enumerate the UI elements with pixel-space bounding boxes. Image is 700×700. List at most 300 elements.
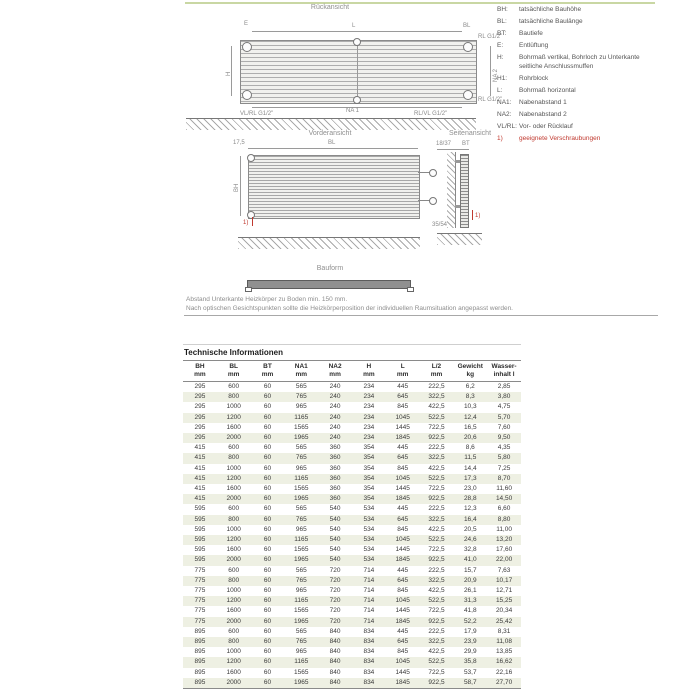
table-cell: 60 bbox=[263, 627, 272, 635]
table-cell: 2000 bbox=[226, 434, 241, 442]
table-cell: 600 bbox=[228, 383, 240, 390]
table-row bbox=[183, 484, 521, 494]
table-cell: 22,16 bbox=[495, 668, 513, 676]
table-cell: 10,3 bbox=[463, 403, 477, 411]
table-cell: 1000 bbox=[226, 525, 241, 533]
table-cell: 595 bbox=[194, 505, 206, 513]
legend-key: NA1: bbox=[497, 99, 512, 107]
top-rule bbox=[185, 2, 655, 4]
bauform-endtab-left bbox=[245, 287, 252, 292]
column-header: BL mm bbox=[217, 361, 251, 382]
table-cell: 1200 bbox=[226, 474, 241, 482]
table-cell: 714 bbox=[363, 576, 375, 584]
table-cell: 645 bbox=[397, 576, 409, 584]
legend-key: L: bbox=[497, 87, 503, 95]
table-cell: 1600 bbox=[226, 668, 241, 676]
table-row bbox=[183, 413, 521, 423]
table-cell: 20,34 bbox=[495, 607, 513, 615]
table-cell: 714 bbox=[363, 587, 375, 595]
table-cell: 295 bbox=[194, 383, 206, 390]
table-cell: 41,0 bbox=[463, 556, 477, 564]
table-row bbox=[183, 535, 521, 545]
table-cell: 25,42 bbox=[495, 617, 513, 625]
table-cell: 415 bbox=[194, 495, 206, 503]
front-dim-line-bh bbox=[240, 156, 241, 216]
table-cell: 60 bbox=[263, 474, 272, 482]
table-cell: 13,85 bbox=[495, 648, 513, 656]
front-view-title: Vorderansicht bbox=[308, 130, 352, 137]
table-cell: 17,9 bbox=[463, 627, 477, 635]
table-cell: 1600 bbox=[226, 423, 241, 431]
legend-key: BT: bbox=[497, 30, 507, 38]
table-cell: 13,20 bbox=[495, 536, 513, 544]
table-cell: 534 bbox=[363, 515, 375, 523]
legend-item bbox=[497, 111, 663, 120]
table-cell: 60 bbox=[263, 566, 272, 574]
table-cell: 645 bbox=[397, 393, 409, 401]
table-cell: 1045 bbox=[395, 474, 410, 482]
table-cell: 422,5 bbox=[428, 648, 445, 656]
rear-view-title: Rückansicht bbox=[310, 4, 350, 11]
legend-item bbox=[497, 123, 663, 132]
table-cell: 322,5 bbox=[428, 393, 445, 401]
table-cell: 29,9 bbox=[463, 648, 477, 656]
column-header: BH mm bbox=[183, 361, 217, 382]
legend-text: Rohrblock bbox=[519, 74, 549, 82]
legend bbox=[497, 6, 663, 148]
table-cell: 445 bbox=[397, 566, 409, 574]
table-cell: 645 bbox=[397, 515, 409, 523]
table-cell: 720 bbox=[329, 587, 341, 595]
table-cell: 60 bbox=[263, 464, 272, 472]
legend-item bbox=[497, 30, 663, 39]
table-cell: 775 bbox=[194, 576, 206, 584]
table-cell: 360 bbox=[329, 485, 341, 493]
table-cell: 534 bbox=[363, 556, 375, 564]
table-cell: 840 bbox=[329, 638, 341, 646]
table-cell: 540 bbox=[329, 556, 341, 564]
legend-key: H1: bbox=[497, 74, 508, 82]
technical-info-table bbox=[183, 360, 521, 689]
table-cell: 60 bbox=[263, 556, 272, 564]
table-cell: 60 bbox=[263, 393, 272, 401]
table-cell: 295 bbox=[194, 423, 206, 431]
table-cell: 565 bbox=[295, 444, 307, 452]
table-row bbox=[183, 433, 521, 443]
table-cell: 1045 bbox=[395, 658, 410, 666]
table-cell: 800 bbox=[228, 515, 240, 523]
rear-dim-line-l bbox=[252, 31, 462, 32]
table-cell: 1165 bbox=[294, 536, 309, 544]
rear-radiator-body bbox=[240, 40, 477, 104]
table-cell: 222,5 bbox=[428, 627, 445, 635]
legend-item bbox=[497, 75, 663, 84]
table-cell: 23,0 bbox=[463, 485, 477, 493]
table-cell: 1000 bbox=[226, 403, 241, 411]
rear-valve-bottom-left bbox=[242, 90, 252, 100]
table-cell: 722,5 bbox=[428, 668, 445, 676]
table-cell: 800 bbox=[228, 638, 240, 646]
table-row bbox=[183, 443, 521, 453]
table-cell: 445 bbox=[397, 627, 409, 635]
legend-item bbox=[497, 135, 663, 144]
table-cell: 295 bbox=[194, 393, 206, 401]
table-row bbox=[183, 657, 521, 667]
side-floor-hatch bbox=[437, 233, 482, 245]
table-cell: 240 bbox=[329, 434, 341, 442]
table-cell: 60 bbox=[263, 587, 272, 595]
table-row bbox=[183, 392, 521, 402]
table-cell: 1965 bbox=[294, 495, 309, 503]
table-cell: 222,5 bbox=[428, 566, 445, 574]
table-row bbox=[183, 453, 521, 463]
table-cell: 60 bbox=[263, 434, 272, 442]
table-cell: 445 bbox=[397, 383, 409, 390]
table-cell: 60 bbox=[263, 617, 272, 625]
table-cell: 445 bbox=[397, 505, 409, 513]
rear-bracket-top bbox=[353, 38, 361, 46]
table-row bbox=[183, 647, 521, 657]
table-header bbox=[183, 361, 521, 382]
table-cell: 60 bbox=[263, 658, 272, 666]
table-cell: 522,5 bbox=[428, 597, 445, 605]
table-cell: 60 bbox=[263, 505, 272, 513]
legend-text: geeignete Verschraubungen bbox=[519, 135, 601, 143]
table-cell: 11,08 bbox=[496, 638, 512, 646]
table-cell: 1965 bbox=[294, 556, 309, 564]
table-cell: 8,70 bbox=[497, 474, 511, 482]
table-cell: 775 bbox=[194, 587, 206, 595]
rear-dim-e: E bbox=[244, 21, 249, 27]
table-cell: 7,25 bbox=[497, 464, 511, 472]
table-cell: 765 bbox=[295, 393, 307, 401]
table-cell: 720 bbox=[329, 597, 341, 605]
table-row bbox=[183, 606, 521, 616]
table-cell: 7,63 bbox=[497, 566, 511, 574]
table-cell: 16,4 bbox=[463, 515, 477, 523]
legend-key: BH: bbox=[497, 6, 508, 13]
rear-dim-h: H bbox=[226, 71, 232, 76]
table-cell: 714 bbox=[363, 617, 375, 625]
table-cell: 1600 bbox=[226, 546, 241, 554]
table-cell: 840 bbox=[329, 658, 341, 666]
table-cell: 2,85 bbox=[497, 383, 511, 390]
table-cell: 1600 bbox=[226, 485, 241, 493]
table-cell: 565 bbox=[295, 383, 307, 390]
table-cell: 1045 bbox=[395, 536, 410, 544]
table-cell: 800 bbox=[228, 393, 240, 401]
front-floor-hatch bbox=[238, 237, 420, 249]
table-cell: 1845 bbox=[395, 556, 410, 564]
table-cell: 422,5 bbox=[428, 587, 445, 595]
table-row bbox=[183, 566, 521, 576]
table-cell: 540 bbox=[329, 546, 341, 554]
table-cell: 12,71 bbox=[495, 587, 513, 595]
table-row bbox=[183, 402, 521, 412]
table-row bbox=[183, 525, 521, 535]
table-cell: 1200 bbox=[226, 597, 241, 605]
rear-valve-bottom-right bbox=[463, 90, 473, 100]
table-cell: 240 bbox=[329, 413, 341, 421]
table-cell: 840 bbox=[329, 627, 341, 635]
table-cell: 922,5 bbox=[428, 434, 445, 442]
table-title: Technische Informationen bbox=[184, 348, 283, 357]
table-cell: 17,60 bbox=[495, 546, 513, 554]
table-cell: 895 bbox=[194, 627, 206, 635]
table-cell: 1845 bbox=[395, 495, 410, 503]
table-cell: 52,2 bbox=[463, 617, 477, 625]
table-cell: 845 bbox=[397, 525, 409, 533]
table-body bbox=[183, 382, 521, 689]
table-cell: 60 bbox=[263, 383, 272, 390]
table-cell: 60 bbox=[251, 678, 285, 689]
table-cell: 522,5 bbox=[428, 658, 445, 666]
side-dim-bottom: 35/54 bbox=[432, 222, 448, 228]
table-cell: 800 bbox=[228, 454, 240, 462]
table-cell: 12,3 bbox=[463, 505, 477, 513]
front-conn-bottom-fitting bbox=[429, 197, 437, 205]
table-cell: 31,3 bbox=[463, 597, 477, 605]
table-cell: 240 bbox=[329, 403, 341, 411]
table-cell: 354 bbox=[363, 444, 375, 452]
table-cell: 1445 bbox=[395, 546, 410, 554]
table-cell: 234 bbox=[363, 393, 375, 401]
table-cell: 23,9 bbox=[463, 638, 477, 646]
table-cell: 595 bbox=[194, 515, 206, 523]
table-cell: 60 bbox=[263, 403, 272, 411]
table-cell: 775 bbox=[194, 566, 206, 574]
table-cell: 1445 bbox=[395, 668, 410, 676]
table-cell: 15,7 bbox=[463, 566, 477, 574]
table-row bbox=[183, 545, 521, 555]
front-dim-offset: 17,5 bbox=[233, 140, 245, 146]
table-cell: 600 bbox=[228, 444, 240, 452]
column-header: L mm bbox=[386, 361, 420, 382]
table-cell: 360 bbox=[329, 444, 341, 452]
side-dim-line-top bbox=[437, 149, 469, 150]
table-cell: 32,8 bbox=[463, 546, 477, 554]
table-cell: 765 bbox=[295, 454, 307, 462]
table-cell: 20,6 bbox=[463, 434, 477, 442]
table-row bbox=[183, 423, 521, 433]
front-dim-bl: BL bbox=[328, 140, 336, 146]
table-cell: 1845 bbox=[395, 617, 410, 625]
table-cell: 16,5 bbox=[463, 423, 477, 431]
legend-text: tatsächliche Baulänge bbox=[519, 18, 583, 26]
table-cell: 895 bbox=[194, 638, 206, 646]
table-row bbox=[183, 555, 521, 565]
front-vent-bottom-left bbox=[247, 211, 255, 219]
table-cell: 895 bbox=[183, 678, 217, 689]
table-cell: 834 bbox=[352, 678, 386, 689]
legend-key: H: bbox=[497, 54, 504, 62]
table-row bbox=[183, 474, 521, 484]
front-radiator-body bbox=[248, 155, 420, 219]
table-cell: 415 bbox=[194, 464, 206, 472]
side-dim-top-left: 18/37 bbox=[436, 141, 452, 147]
table-cell: 295 bbox=[194, 434, 206, 442]
side-wall-hatch bbox=[447, 152, 456, 228]
table-cell: 645 bbox=[397, 638, 409, 646]
table-cell: 775 bbox=[194, 617, 206, 625]
rear-conn-bottom-right-label: RL G1/2" bbox=[478, 97, 503, 103]
rear-dim-bl: BL bbox=[463, 23, 471, 29]
table-cell: 16,62 bbox=[495, 658, 513, 666]
table-cell: 15,25 bbox=[495, 597, 513, 605]
table-cell: 1000 bbox=[226, 464, 241, 472]
table-cell: 845 bbox=[397, 587, 409, 595]
table-cell: 534 bbox=[363, 536, 375, 544]
table-cell: 722,5 bbox=[428, 607, 445, 615]
rear-conn-bottom-left2-label: VL/RL G1/2" bbox=[240, 111, 274, 117]
table-row bbox=[183, 576, 521, 586]
table-cell: 222,5 bbox=[428, 383, 445, 390]
table-cell: 7,60 bbox=[497, 423, 511, 431]
side-red-tick bbox=[472, 210, 473, 220]
table-row bbox=[183, 668, 521, 678]
legend-key: BL: bbox=[497, 18, 507, 26]
table-cell: 922,5 bbox=[428, 556, 445, 564]
table-cell: 8,6 bbox=[465, 444, 475, 452]
column-header: L/2 mm bbox=[420, 361, 454, 382]
table-cell: 234 bbox=[363, 423, 375, 431]
table-cell: 58,7 bbox=[453, 678, 487, 689]
table-cell: 722,5 bbox=[428, 546, 445, 554]
technical-info-section bbox=[183, 344, 521, 689]
table-cell: 2000 bbox=[226, 617, 241, 625]
table-cell: 840 bbox=[329, 668, 341, 676]
table-cell: 720 bbox=[329, 617, 341, 625]
table-cell: 360 bbox=[329, 474, 341, 482]
table-cell: 322,5 bbox=[428, 576, 445, 584]
table-cell: 1165 bbox=[294, 597, 309, 605]
table-cell: 4,75 bbox=[497, 403, 511, 411]
front-red-tick bbox=[252, 217, 253, 226]
table-cell: 714 bbox=[363, 607, 375, 615]
table-row bbox=[183, 637, 521, 647]
table-cell: 60 bbox=[263, 668, 272, 676]
rear-valve-top-right bbox=[463, 42, 473, 52]
table-cell: 222,5 bbox=[428, 505, 445, 513]
table-cell: 24,6 bbox=[463, 536, 477, 544]
table-cell: 895 bbox=[194, 658, 206, 666]
table-cell: 60 bbox=[263, 638, 272, 646]
table-cell: 1445 bbox=[395, 423, 410, 431]
table-cell: 60 bbox=[263, 423, 272, 431]
table-cell: 800 bbox=[228, 576, 240, 584]
bauform-bar bbox=[247, 280, 411, 289]
table-cell: 840 bbox=[329, 648, 341, 656]
table-cell: 722,5 bbox=[428, 485, 445, 493]
legend-text: Bautiefe bbox=[519, 30, 543, 38]
side-dim-bt: BT bbox=[462, 141, 470, 147]
table-row bbox=[183, 504, 521, 514]
table-row bbox=[183, 464, 521, 474]
table-cell: 17,3 bbox=[463, 474, 477, 482]
table-cell: 234 bbox=[363, 413, 375, 421]
table-cell: 3,80 bbox=[497, 393, 511, 401]
table-cell: 28,8 bbox=[463, 495, 477, 503]
table-cell: 240 bbox=[329, 383, 341, 390]
table-cell: 534 bbox=[363, 525, 375, 533]
table-cell: 1965 bbox=[294, 434, 309, 442]
table-cell: 322,5 bbox=[428, 638, 445, 646]
side-view-title: Seitenansicht bbox=[448, 130, 492, 137]
rear-dim-na1: NA 1 bbox=[346, 108, 360, 114]
table-cell: 922,5 bbox=[420, 678, 454, 689]
table-cell: 354 bbox=[363, 495, 375, 503]
table-cell: 60 bbox=[263, 607, 272, 615]
table-cell: 834 bbox=[363, 638, 375, 646]
table-cell: 1200 bbox=[226, 536, 241, 544]
rear-dim-l: L bbox=[352, 23, 356, 29]
table-cell: 540 bbox=[329, 515, 341, 523]
table-cell: 10,17 bbox=[495, 576, 513, 584]
table-cell: 895 bbox=[194, 648, 206, 656]
table-cell: 775 bbox=[194, 607, 206, 615]
bauform-endtab-right bbox=[407, 287, 414, 292]
table-cell: 965 bbox=[295, 587, 307, 595]
table-cell: 11,00 bbox=[496, 525, 512, 533]
legend-item bbox=[497, 18, 663, 27]
table-cell: 60 bbox=[263, 485, 272, 493]
legend-text: Bohrmaß vertikal, Bohrloch zu Unterkante seitliche Anschlussmuffen bbox=[519, 54, 640, 70]
table-cell: 720 bbox=[329, 607, 341, 615]
table-cell: 6,2 bbox=[465, 383, 475, 390]
table-cell: 922,5 bbox=[428, 617, 445, 625]
rear-conn-bottom-right2-label: RL/VL G1/2" bbox=[414, 111, 448, 117]
column-header: NA1 mm bbox=[284, 361, 318, 382]
table-cell: 540 bbox=[329, 505, 341, 513]
table-cell: 445 bbox=[397, 444, 409, 452]
table-cell: 8,80 bbox=[497, 515, 511, 523]
footnote-line1: Abstand Unterkante Heizkörper zu Boden min. 150 mm. bbox=[186, 296, 348, 303]
legend-key: E: bbox=[497, 42, 504, 50]
table-cell: 595 bbox=[194, 525, 206, 533]
table-cell: 1565 bbox=[294, 668, 309, 676]
side-radiator-profile bbox=[460, 154, 469, 228]
column-header: H mm bbox=[352, 361, 386, 382]
rear-center-seam bbox=[357, 41, 358, 101]
table-cell: 415 bbox=[194, 454, 206, 462]
table-cell: 720 bbox=[329, 566, 341, 574]
table-cell: 522,5 bbox=[428, 536, 445, 544]
table-cell: 834 bbox=[363, 668, 375, 676]
rear-bracket-bottom bbox=[353, 96, 361, 104]
table-cell: 540 bbox=[329, 525, 341, 533]
legend-key: VL/RL: bbox=[497, 123, 517, 131]
table-cell: 60 bbox=[263, 648, 272, 656]
table-cell: 600 bbox=[228, 505, 240, 513]
table-cell: 354 bbox=[363, 454, 375, 462]
table-cell: 422,5 bbox=[428, 525, 445, 533]
rear-conn-top-right-label: RL G1/2" bbox=[478, 34, 503, 40]
table-cell: 295 bbox=[194, 403, 206, 411]
table-cell: 60 bbox=[263, 597, 272, 605]
table-cell: 2000 bbox=[226, 495, 241, 503]
table-cell: 422,5 bbox=[428, 464, 445, 472]
legend-text: Bohrmaß horizontal bbox=[519, 87, 576, 95]
table-cell: 965 bbox=[295, 403, 307, 411]
table-row bbox=[183, 627, 521, 637]
table-cell: 415 bbox=[194, 444, 206, 452]
table-row bbox=[183, 515, 521, 525]
front-footnote-ref: 1) bbox=[243, 220, 249, 226]
table-cell: 8,3 bbox=[465, 393, 475, 401]
column-header: Gewicht kg bbox=[453, 361, 487, 382]
table-cell: 11,5 bbox=[464, 454, 477, 462]
table-cell: 11,60 bbox=[496, 485, 512, 493]
